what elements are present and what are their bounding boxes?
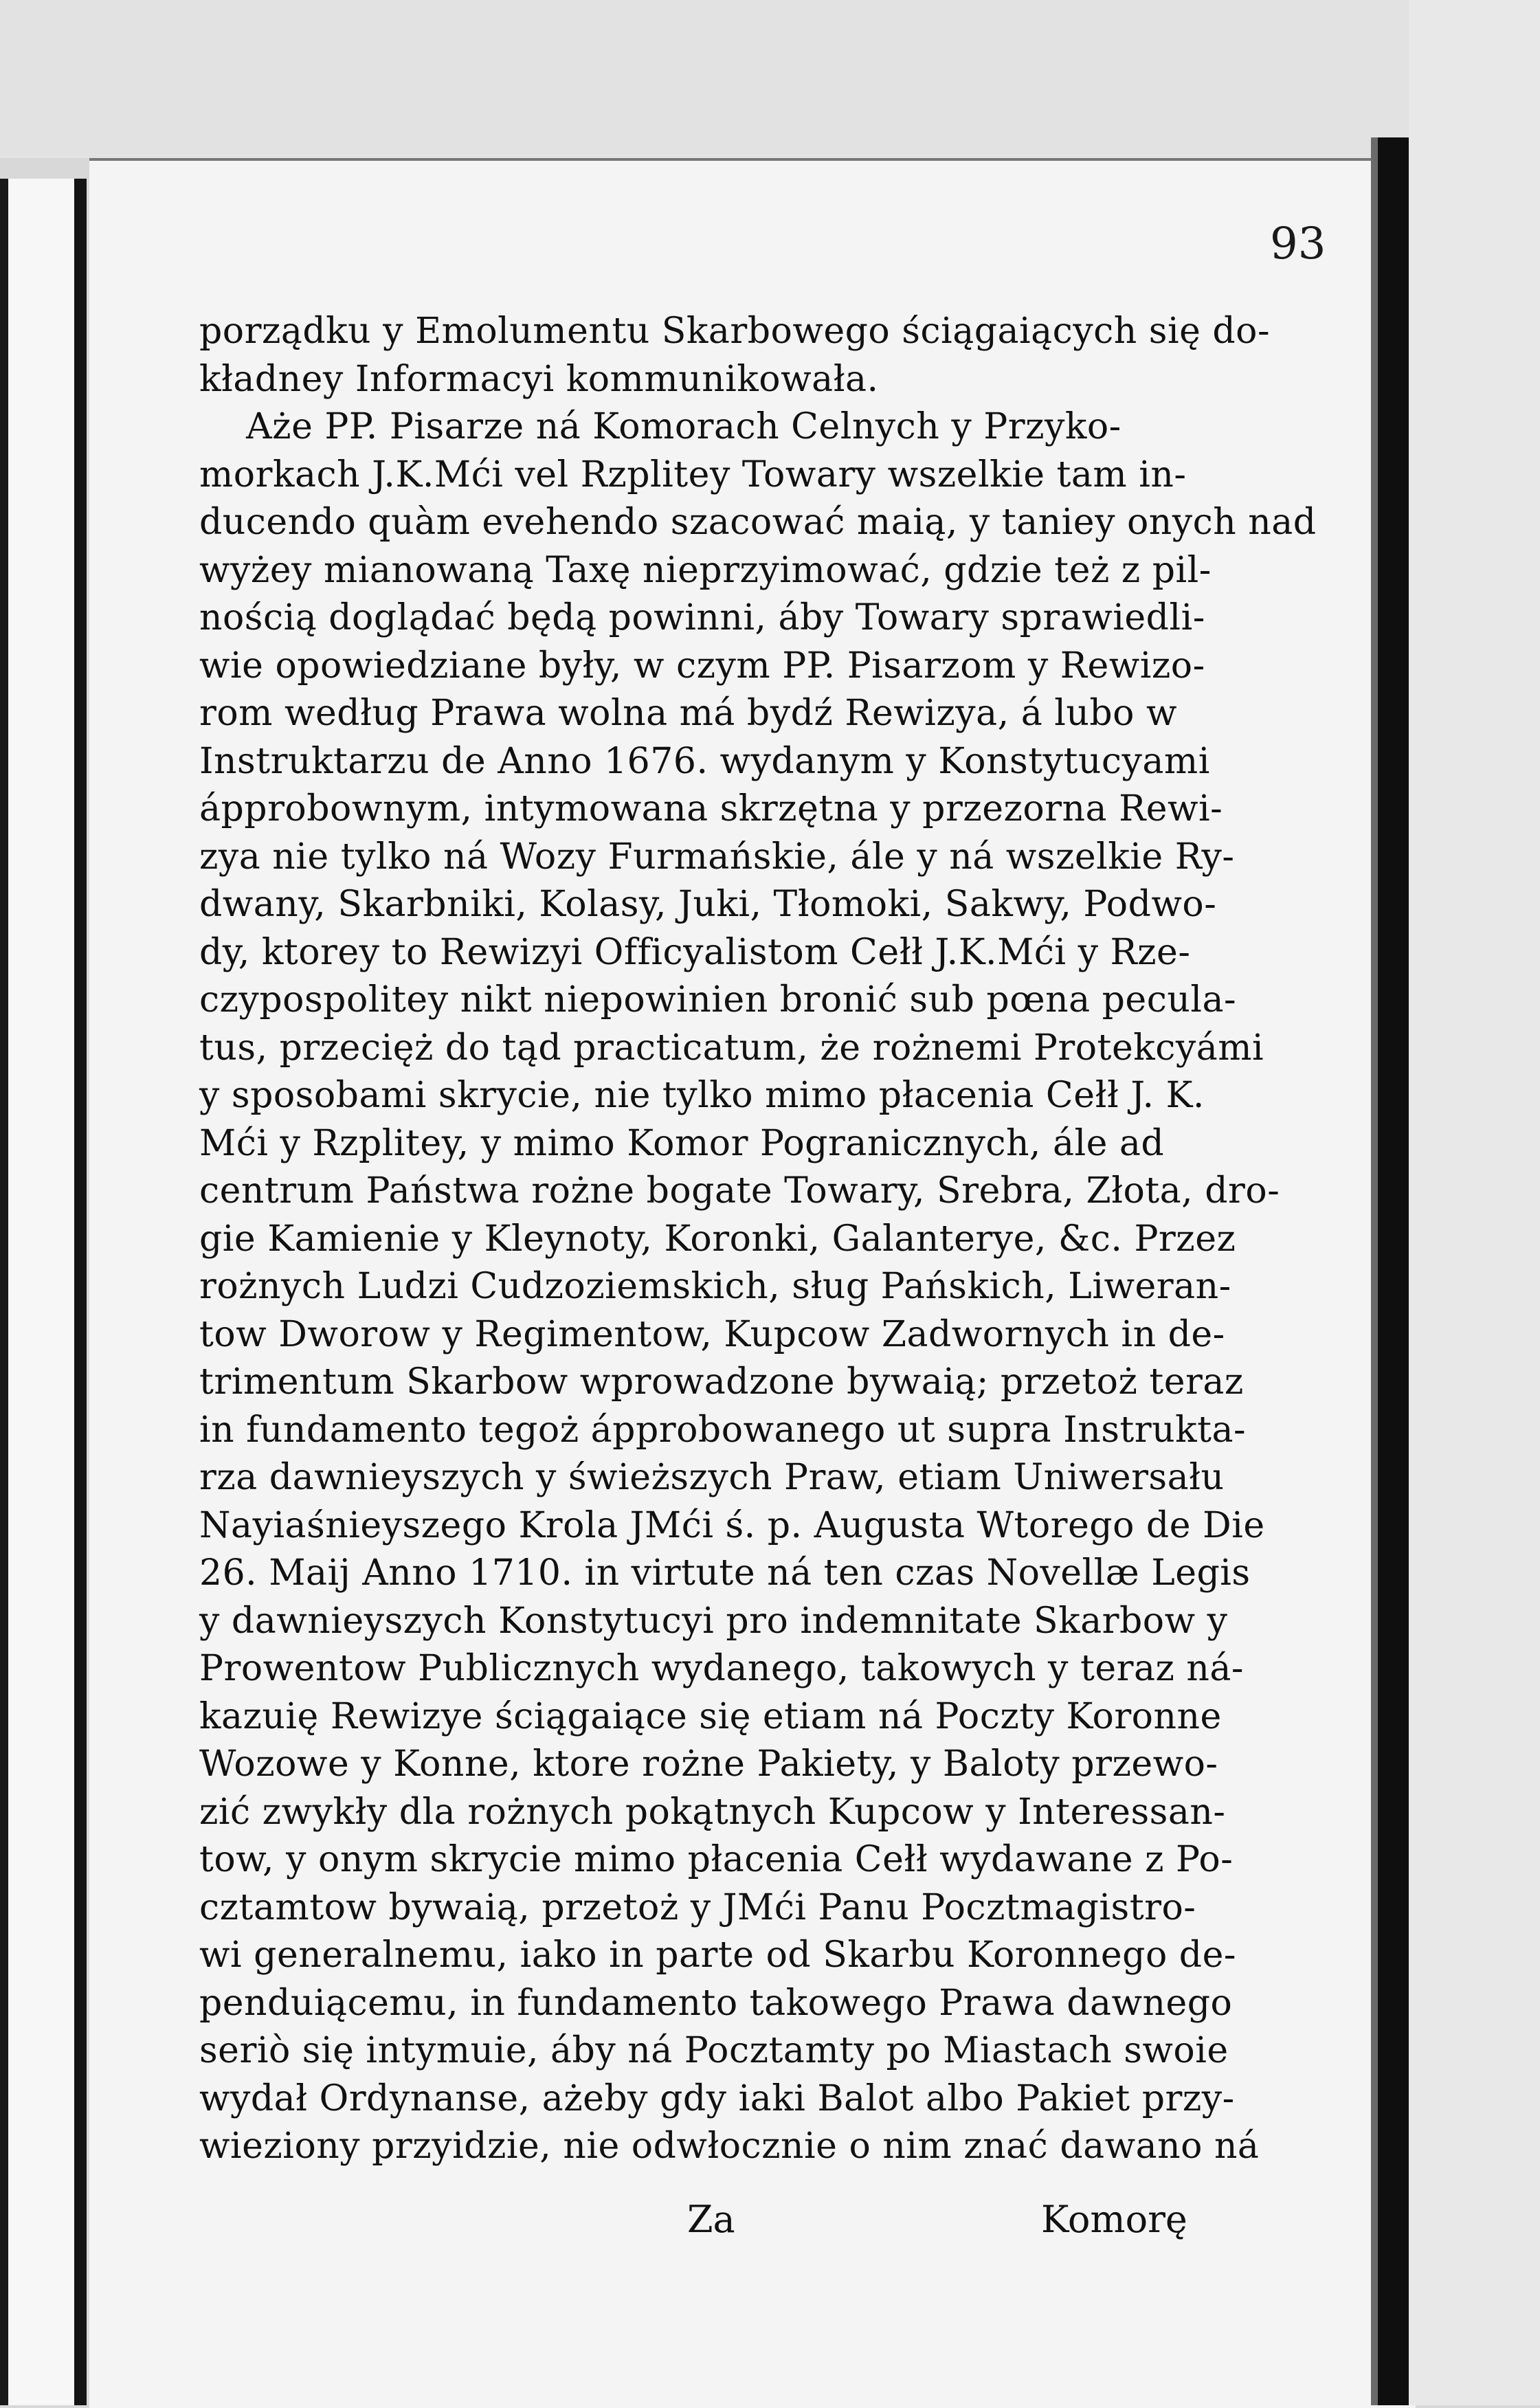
text-line: kładney Informacyi kommunikowała. <box>199 358 879 400</box>
page-number: 93 <box>1270 219 1326 269</box>
text-line: dy, ktorey to Rewizyi Officyalistom Cełł J.K.Mći y Rze- <box>199 931 1191 973</box>
book-spine <box>1378 137 1409 2405</box>
text-line: dwany, Skarbniki, Kolasy, Juki, Tłomoki, Sakwy, Podwo- <box>199 884 1217 925</box>
text-line: wieziony przyidzie, nie odwłocznie o nim znać dawano ná <box>199 2126 1260 2167</box>
spine-highlight <box>1371 137 1378 2405</box>
text-line: y sposobami skrycie, nie tylko mimo płacenia Cełł J. K. <box>199 1075 1205 1116</box>
text-line: wie opowiedziane były, w czym PP. Pisarzom y Rewizo- <box>199 645 1205 687</box>
text-line: gie Kamienie y Kleynoty, Koronki, Galanterye, &c. Przez <box>199 1218 1236 1260</box>
text-line: zić zwykły dla rożnych pokątnych Kupcow y Interessan- <box>199 1791 1226 1833</box>
facing-page-shadow <box>0 179 8 2405</box>
catchword-right: Komorę <box>1041 2198 1187 2241</box>
text-line: in fundamento tegoż ápprobowanego ut supra Instrukta- <box>199 1409 1247 1451</box>
text-line: tus, przecięż do tąd practicatum, że rożnemi Protekcyámi <box>199 1027 1264 1069</box>
scan-background <box>0 0 1409 158</box>
text-line: Prowentow Publicznych wydanego, takowych y teraz ná- <box>199 1648 1244 1689</box>
text-line: wi generalnemu, iako in parte od Skarbu Koronnego de- <box>199 1935 1236 1976</box>
text-line: nością doglądać będą powinni, áby Towary sprawiedli- <box>199 597 1205 638</box>
text-line: wydał Ordynanse, ażeby gdy iaki Balot albo Pakiet przy- <box>199 2077 1235 2119</box>
text-line: zya nie tylko ná Wozy Furmańskie, ále y ná wszelkie Ry- <box>199 836 1235 878</box>
text-line: rożnych Ludzi Cudzoziemskich, sług Pańskich, Liweran- <box>199 1266 1231 1307</box>
text-line: Wozowe y Konne, ktore rożne Pakiety, y Baloty przewo- <box>199 1743 1218 1785</box>
text-line: wyżey mianowaną Taxę nieprzyimować, gdzie też z pil- <box>199 549 1212 591</box>
text-line: morkach J.K.Mći vel Rzplitey Towary wszelkie tam in- <box>199 454 1187 495</box>
text-line: penduiącemu, in fundamento takowego Prawa dawnego <box>199 1982 1233 2024</box>
text-line: ápprobownym, intymowana skrzętna y przezorna Rewi- <box>199 788 1223 829</box>
text-line: tow Dworow y Regimentow, Kupcow Zadwornych in de- <box>199 1313 1225 1355</box>
text-line: Mći y Rzplitey, y mimo Komor Pogranicznych, ále ad <box>199 1122 1165 1164</box>
text-line: seriò się intymuie, áby ná Pocztamty po Miastach swoie <box>199 2030 1229 2071</box>
scan-margin <box>1409 0 1540 2405</box>
text-line: centrum Państwa rożne bogate Towary, Srebra, Złota, dro- <box>199 1170 1280 1212</box>
text-line: trimentum Skarbow wprowadzone bywaią; przetoż teraz <box>199 1361 1244 1403</box>
facing-page-edge <box>0 179 87 2405</box>
text-line: Nayiaśnieyszego Krola JMći ś. p. Augusta Wtorego de Die <box>199 1504 1265 1546</box>
text-line: Aże PP. Pisarze ná Komorach Celnych y Przyko- <box>199 406 1121 447</box>
text-line: cztamtow bywaią, przetoż y JMći Panu Pocztmagistro- <box>199 1886 1196 1928</box>
text-line: y dawnieyszych Konstytucyi pro indemnitate Skarbow y <box>199 1600 1228 1642</box>
text-line: tow, y onym skrycie mimo płacenia Cełł wydawane z Po- <box>199 1839 1234 1880</box>
text-line: kazuię Rewizye ściągaiące się etiam ná Poczty Koronne <box>199 1695 1222 1737</box>
text-line: rza dawnieyszych y świeższych Praw, etiam Uniwersału <box>199 1457 1225 1498</box>
text-line: porządku y Emolumentu Skarbowego ściągaiących się do- <box>199 311 1271 352</box>
text-line: czypospolitey nikt niepowinien bronić sub pœna pecula- <box>199 979 1237 1021</box>
body-text <box>199 308 1317 2171</box>
text-line: Instruktarzu de Anno 1676. wydanym y Konstytucyami <box>199 740 1210 782</box>
text-line: ducendo quàm evehendo szacować maią, y taniey onych nad <box>199 502 1317 543</box>
text-line: 26. Maij Anno 1710. in virtute ná ten czas Novellæ Legis <box>199 1552 1251 1594</box>
catchword-left: Za <box>687 2198 735 2241</box>
text-line: rom według Prawa wolna má bydź Rewizya, á lubo w <box>199 693 1177 734</box>
